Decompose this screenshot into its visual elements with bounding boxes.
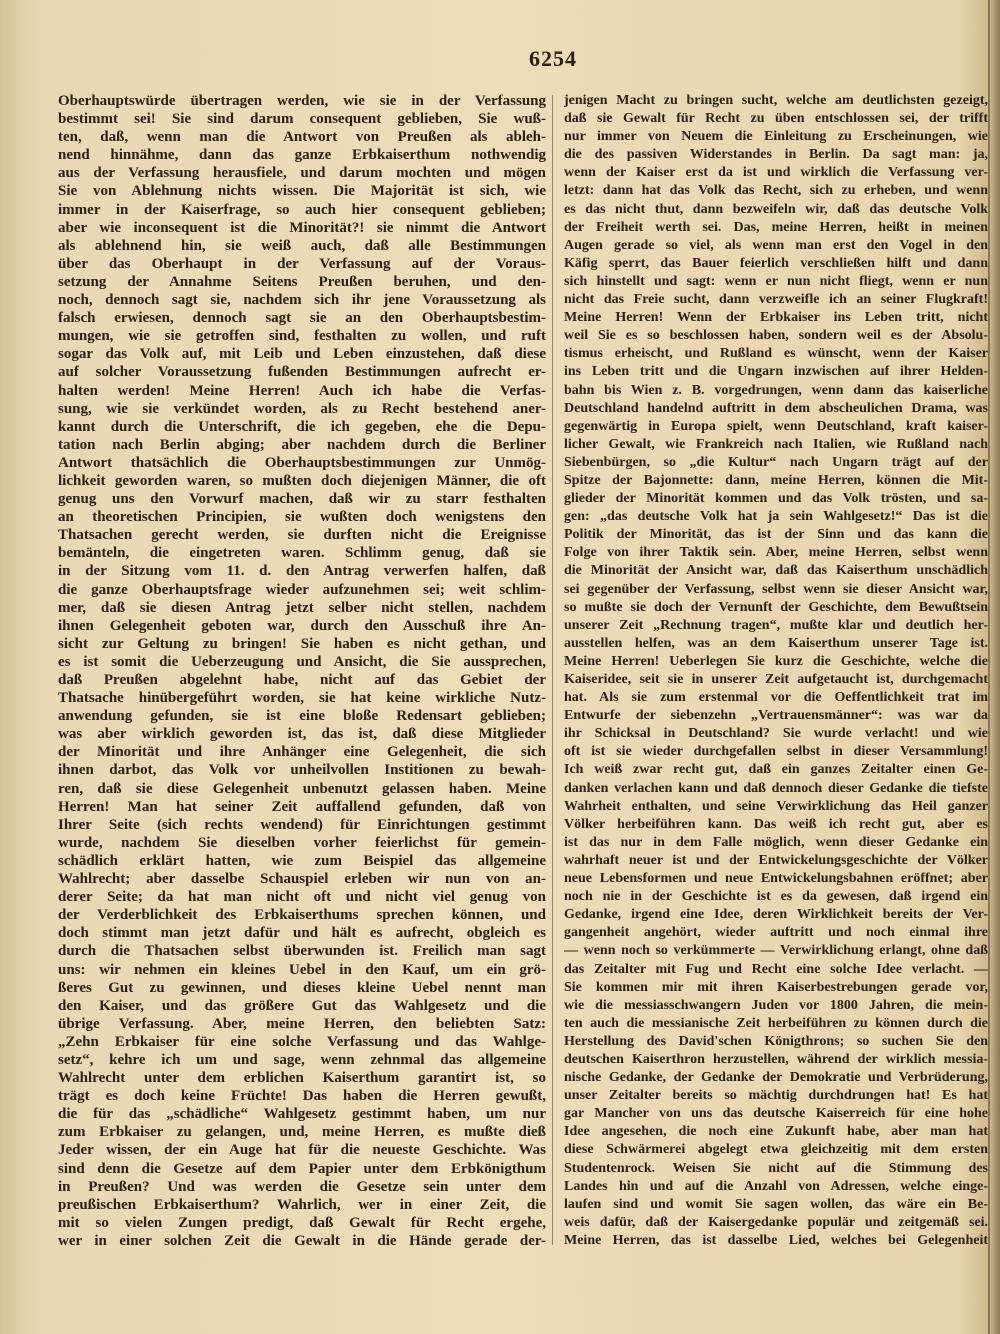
text-line: letzt: dann hat das Volk das Recht, sich zu erheben, und wenn (564, 183, 988, 199)
text-line: Ich weiß zwar recht gut, daß ein ganzes Zeitalter einen Ge- (564, 762, 988, 778)
text-line: es das nicht thut, dann bezweifeln wir, daß das deutsche Volk (564, 201, 988, 217)
text-line: — wenn noch so verkümmerte — Verwirklichung erlangt, ohne daß (564, 943, 988, 959)
text-line: ausstellen helfen, was an dem Kaiserthum unserer Tage ist. (564, 635, 988, 651)
text-line: in der Sitzung vom 11. d. den Antrag verwerfen halfen, daß (58, 563, 546, 580)
text-line: laufen sind und womit Sie sagen wollen, das wäre ein Be- (564, 1196, 988, 1212)
text-line: sich hinstellt und sagt: wenn er nun nicht fliegt, wenn er nun (564, 273, 988, 289)
text-line: Wahlrecht; aber dasselbe Schauspiel erleben wir nun von an- (58, 871, 546, 888)
column-divider (552, 95, 553, 1245)
text-line: es ist somit die Ueberzeugung und Ansicht, die Sie aussprechen, (58, 653, 546, 670)
text-line: ihr Schicksal in Deutschland? Sie wurde verlacht! und wie (564, 726, 988, 742)
text-line: der Freiheit werth sei. Das, meine Herren, heißt in meinen (564, 219, 988, 235)
text-line: Thatsache hinübergeführt worden, sie hat keine wirkliche Nutz- (58, 690, 546, 707)
text-line: die des passiven Widerstandes in Berlin. Da sagt man: ja, (564, 147, 988, 163)
text-line: Landes hin und auf die Anzahl von Adressen, welche einge- (564, 1178, 988, 1194)
text-line: hat. Als sie zum erstenmal vor die Oeffentlichkeit trat im (564, 690, 988, 706)
page-edge (988, 0, 990, 1334)
text-line: wahrhaft neuer ist und der Entwickelungsgeschichte der Völker (564, 852, 988, 868)
text-line: derer Seite; da hat man nicht oft und nicht viel genug von (58, 889, 546, 906)
text-line: über das Oberhaupt in der Verfassung auf der Voraus- (58, 255, 546, 272)
text-line: daß sie Gewalt für Recht zu üben entschlossen sei, der trifft (564, 111, 988, 127)
text-line: kannt durch die Unterschrift, die ich gegeben, ehe die Depu- (58, 418, 546, 435)
text-line: sicht zur Geltung zu bringen! Sie haben es nicht gethan, und (58, 635, 546, 652)
text-line: jenigen Macht zu bringen sucht, welche am deutlichsten gezeigt, (564, 93, 988, 108)
text-line: Thatsachen gerecht werden, sie durften nicht die Ereignisse (58, 527, 546, 544)
text-line: Sie von Ablehnung nichts wissen. Die Majorität ist sich, wie (58, 183, 546, 200)
text-line: nicht das Freie sucht, dann verzweifle ich an seiner Flugkraft! (564, 292, 988, 308)
text-line: doch stimmt man jetzt dafür und hält es aufrecht, obgleich es (58, 925, 546, 942)
text-line: weis dafür, daß der Kaisergedanke populär und zeitgemäß sei. (564, 1214, 988, 1230)
text-line: wurde, nachdem Sie dieselben vorher feierlichst für gemein- (58, 834, 546, 851)
text-line: ten auch die messianische Zeit herbeiführen zu können durch die (564, 1015, 988, 1031)
text-line: nur immer von Neuem die Einleitung zu Erscheinungen, wie (564, 129, 988, 145)
text-line: mer, daß sie diesen Antrag jetzt selber nicht stellen, nachdem (58, 599, 546, 616)
text-line: Folge von ihrer Taktik sein. Aber, meine Herren, selbst wenn (564, 545, 988, 561)
text-line: Wahlrecht unter dem erblichen Kaiserthum garantirt ist, so (58, 1070, 546, 1087)
left-column (58, 92, 546, 1250)
text-line: lichkeit geworden waren, so mußten doch diejenigen Männer, die oft (58, 472, 546, 489)
text-line: die ganze Oberhauptsfrage wieder aufzunehmen sei; weit schlim- (58, 581, 546, 598)
text-line: bestimmt sei! Sie sind darum consequent geblieben, Sie wuß- (58, 111, 546, 128)
text-line: ren, daß sie diese Gelegenheit unbenutzt gelassen haben. Meine (58, 780, 546, 797)
text-line: Deutschland handelnd auftritt in dem abscheulichen Drama, was (564, 400, 988, 416)
text-line: wenn der Kaiser erst da ist und wirklich die Verfassung ver- (564, 165, 988, 181)
text-line: ßeres Gut zu gewinnen, und dieses kleine Uebel nennt man (58, 979, 546, 996)
text-line: Wahrheit enthalten, und seine Verwirklichung das Heil ganzer (564, 798, 988, 814)
text-line: aber wie inconsequent ist die Minorität?! sie nimmt die Antwort (58, 219, 546, 236)
text-line: Spitze der Bajonnette: dann, meine Herren, können die Mit- (564, 472, 988, 488)
text-line: nische Gedanke, der Gedanke der Demokratie und Verbrüderung, (564, 1070, 988, 1086)
text-line: Augen gerade so viel, als wenn man erst den Vogel in den (564, 237, 988, 253)
text-line: trägt es doch keine Früchte! Das haben die Herren gewußt, (58, 1088, 546, 1105)
text-line: noch nie in der Geschichte ist es da gewesen, daß irgend ein (564, 889, 988, 905)
text-line: setz“, kehre ich um und sage, wenn zehnmal das allgemeine (58, 1051, 546, 1068)
text-line: gen: „das deutsche Volk hat ja sein Wahlgesetz!“ Das ist die (564, 509, 988, 525)
text-line: aus der Verfassung herausfiele, und darum mochten und mögen (58, 165, 546, 182)
text-line: Kaiseridee, seit sie in unserer Zeit aufgetaucht ist, durchgemacht (564, 672, 988, 687)
text-line: Siebenbürgen, so „die Kultur“ nach Ungarn trägt auf der (564, 454, 988, 470)
text-line: setzung der Annahme Seitens Preußen beruhen, und den- (58, 273, 546, 290)
text-line: der Verderblichkeit des Erbkaiserthums sprechen können, und (58, 907, 546, 924)
text-line: uns: wir nehmen ein kleines Uebel in den Kauf, um ein grö- (58, 961, 546, 978)
text-line: Herstellung des David'schen Königthrons; so suchen Sie den (564, 1033, 988, 1049)
text-line: was aber wirklich geworden ist, das ist, daß diese Mitglieder (58, 726, 546, 743)
text-line: den Kaiser, und das größere Gut das Wahlgesetz und die (58, 997, 546, 1014)
text-line: Gedanke, irgend eine Idee, deren Wirklichkeit bereits der Ver- (564, 907, 988, 923)
text-line: noch, dennoch sagt sie, nachdem sich ihr jene Voraussetzung als (58, 292, 546, 309)
text-line: als ablehnend hin, sie weiß auch, daß alle Bestimmungen (58, 237, 546, 254)
text-line: wie die messiasschwangern Juden vor 1800 Jahren, die mein- (564, 997, 988, 1013)
text-line: die Minorität der Ansicht war, daß das Kaiserthum unschädlich (564, 563, 988, 579)
right-column (564, 92, 988, 1250)
text-line: diese Schwärmerei abgelegt etwa gleichzeitig mit dem ersten (564, 1142, 988, 1158)
text-line: sind denn die Gesetze auf dem Papier unter dem Erbkönigthum (58, 1160, 546, 1177)
text-line: Entwurfe der siebenzehn „Vertrauensmänner“: was war da (564, 708, 988, 724)
text-line: sogar das Volk auf, mit Leib und Leben einzustehen, daß diese (58, 346, 546, 363)
text-line: Oberhauptswürde übertragen werden, wie sie in der Verfassung (58, 93, 546, 109)
text-line: anwendung gefunden, sie ist eine bloße Redensart geblieben; (58, 708, 546, 725)
text-line: Antwort thatsächlich die Oberhauptsbestimmungen zur Unmög- (58, 454, 546, 471)
text-line: bahn bis Wien z. B. vorgedrungen, wenn dann das kaiserliche (564, 382, 988, 398)
text-line: Meine Herren! Wenn der Erbkaiser ins Leben tritt, nicht (564, 310, 988, 326)
text-line: mungen, wie sie getroffen sind, festhalten zu wollen, und ruft (58, 328, 546, 345)
text-line: ins Leben tritt und die Ungarn inzwischen auf ihrer Helden- (564, 364, 988, 380)
text-line: tismus erheischt, und Rußland es wünscht, wenn der Kaiser (564, 346, 988, 362)
text-line: das Zeitalter mit Fug und Recht eine solche Idee verlacht. — (564, 961, 988, 977)
text-line: immer in der Kaiserfrage, so auch hier consequent geblieben; (58, 201, 546, 218)
text-line: auf solcher Voraussetzung fußenden Bestimmungen aufrecht er- (58, 364, 546, 381)
text-line: unserer Zeit „Rechnung tragen“, mußte klar und deutlich her- (564, 617, 988, 633)
text-line: falsch erwiesen, dennoch sagt sie an den Oberhauptsbestim- (58, 310, 546, 327)
text-line: so mußte sie doch der Vernunft der Geschichte, dem Bewußtsein (564, 599, 988, 615)
text-line: weil Sie es so beschlossen haben, sondern weil es der Absolu- (564, 328, 988, 344)
text-line: ihnen darbot, das Volk vor unheilvollen Institionen zu bewah- (58, 762, 546, 779)
text-line: Sie kommen mir mit ihren Kaiserbestrebungen gerade vor, (564, 979, 988, 995)
text-line: Meine Herren! Ueberlegen Sie kurz die Geschichte, welche die (564, 653, 988, 669)
text-line: in Preußen? Und was werden die Gesetze sein unter dem (58, 1178, 546, 1195)
text-line: die für das „schädliche“ Wahlgesetz gestimmt haben, um nur (58, 1106, 546, 1123)
text-line: übrige Verfassung. Aber, meine Herren, den beliebten Satz: (58, 1015, 546, 1032)
text-line: Studentenrock. Weisen Sie nicht auf die Stimmung des (564, 1160, 988, 1176)
text-line: halten werden! Meine Herren! Auch ich habe die Verfas- (58, 382, 546, 399)
text-line: sei gegenüber der Verfassung, selbst wenn sie dieser Ansicht war, (564, 581, 988, 597)
text-line: sung, wie sie verkündet worden, als zu Recht bestehend aner- (58, 400, 546, 417)
text-line: bemänteln, die eingetreten waren. Schlimm genug, daß sie (58, 545, 546, 562)
text-line: gangenheit angehört, wieder auftritt und noch einmal ihre (564, 925, 988, 941)
text-line: Meine Herren, das ist dasselbe Lied, welches bei Gelegenheit (564, 1232, 988, 1248)
text-line: preußischen Erbkaiserthum? Wahrlich, wer in einer Zeit, die (58, 1196, 546, 1213)
text-line: genug uns den Vorwurf machen, daß wir zu starr festhalten (58, 491, 546, 508)
text-line: Käfig sperrt, das Bauer feierlich verschließen hilft und dann (564, 255, 988, 271)
text-line: an theoretischen Principien, sie wußten doch wenigstens den (58, 509, 546, 526)
text-line: wer in einer solchen Zeit die Gewalt in die Hände gerade der- (58, 1232, 546, 1249)
text-line: neue Lebensformen und neue Entwickelungsbahnen eröffnet; aber (564, 871, 988, 887)
text-line: gegenwärtig in Europa spielt, wenn Deutschland, kraft kaiser- (564, 418, 988, 434)
text-line: danken verlachen kann und daß dennoch dieser Gedanke die tiefste (564, 780, 988, 796)
text-line: Herren! Man hat seiner Zeit auffallend gefunden, daß von (58, 798, 546, 815)
text-line: Politik der Minorität, das ist der Sinn und das kann die (564, 527, 988, 543)
text-line: tation nach Berlin abging; aber nachdem durch die Berliner (58, 436, 546, 453)
text-line: nend hinnähme, dann das ganze Erbkaiserthum nothwendig (58, 147, 546, 164)
text-line: daß Preußen abgelehnt habe, nicht auf das Gebiet der (58, 672, 546, 688)
text-line: Ihrer Seite (sich rechts wendend) für Einrichtungen gestimmt (58, 816, 546, 833)
text-line: glieder der Minorität kommen und das Volk trösten, und sa- (564, 491, 988, 507)
text-line: Idee angesehen, die noch eine Zukunft habe, aber man hat (564, 1124, 988, 1140)
text-line: unser Zeitalter bereits so mächtig durchdrungen hat! Es hat (564, 1088, 988, 1104)
text-line: ihnen Gelegenheit geboten war, durch den Ausschuß ihre An- (58, 617, 546, 634)
text-line: ist das nur in dem Falle möglich, wenn dieser Gedanke ein (564, 834, 988, 850)
text-line: durch die Thatsachen selbst überwunden ist. Freilich man sagt (58, 943, 546, 960)
text-line: Jeder wissen, der ein Auge hat für die neueste Geschichte. Was (58, 1142, 546, 1159)
text-line: gar Mancher von uns das deutsche Kaiserreich für eine hohe (564, 1106, 988, 1122)
page-number: 6254 (529, 46, 577, 71)
text-line: zum Erbkaiser zu gelangen, und, meine Herren, es mußte dieß (58, 1124, 546, 1141)
text-line: deutschen Kaiserthron herzustellen, während der wirklich messia- (564, 1051, 988, 1067)
text-line: mit so vielen Zungen predigt, daß Gewalt für Recht ergehe, (58, 1214, 546, 1231)
text-line: „Zehn Erbkaiser für eine solche Verfassung und das Wahlge- (58, 1033, 546, 1050)
text-line: der Minorität und ihre Anhänger eine Gelegenheit, die sich (58, 744, 546, 761)
text-line: schädlich erklärt hatten, wie zum Beispiel das allgemeine (58, 852, 546, 869)
text-line: licher Gewalt, wie Frankreich nach Italien, wie Rußland nach (564, 436, 988, 452)
text-line: oft ist sie wieder durchgefallen selbst in dieser Versammlung! (564, 744, 988, 760)
text-line: Völker herbeiführen kann. Das weiß ich recht gut, aber es (564, 816, 988, 832)
text-line: ten, daß, wenn man die Antwort von Preußen als ableh- (58, 129, 546, 146)
